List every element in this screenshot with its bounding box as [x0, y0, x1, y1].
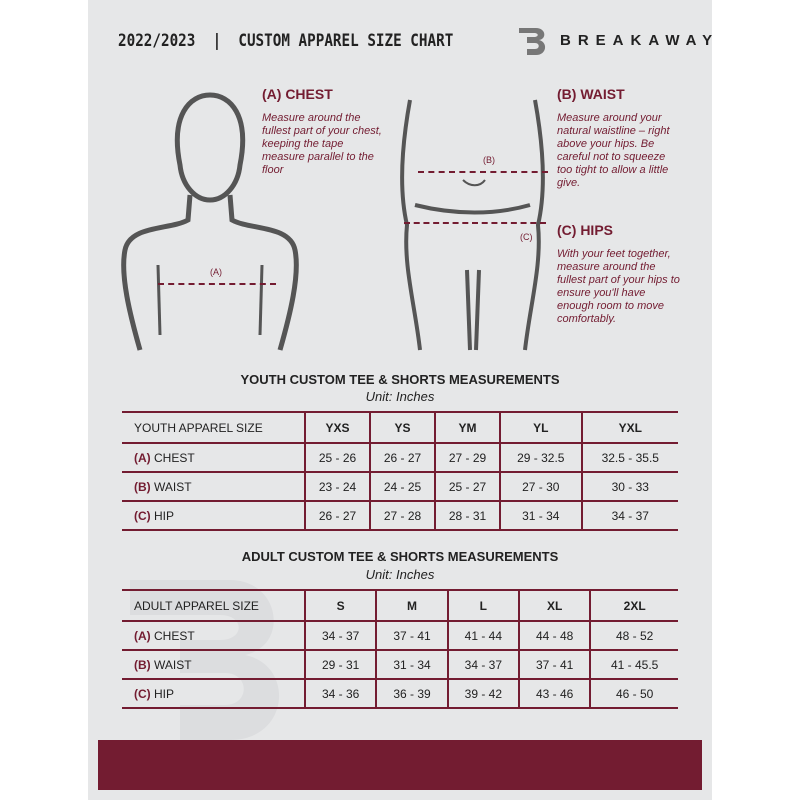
measure-letter: (B) — [134, 479, 151, 494]
measure-label: WAIST — [154, 479, 192, 494]
table-header-row — [122, 590, 678, 621]
hips-marker: (C) — [520, 232, 533, 242]
measure-letter: (A) — [134, 628, 151, 643]
measure-value: 32.5 - 35.5 — [582, 443, 678, 472]
measure-name — [122, 443, 305, 472]
size-header: YS — [370, 412, 435, 443]
measure-value: 27 - 29 — [435, 443, 500, 472]
table-header-row — [122, 412, 678, 443]
measure-value: 34 - 37 — [582, 501, 678, 530]
measure-value: 29 - 32.5 — [500, 443, 582, 472]
table-row — [122, 679, 678, 708]
measure-value: 31 - 34 — [500, 501, 582, 530]
measure-value: 37 - 41 — [519, 650, 590, 679]
measure-value: 24 - 25 — [370, 472, 435, 501]
measure-value: 25 - 27 — [435, 472, 500, 501]
size-header: YL — [500, 412, 582, 443]
measure-value: 44 - 48 — [519, 621, 590, 650]
measure-name — [122, 679, 305, 708]
size-header: 2XL — [590, 590, 678, 621]
table-row — [122, 650, 678, 679]
measure-letter: (C) — [134, 686, 151, 701]
waist-marker: (B) — [483, 155, 495, 165]
lower-body-figure — [395, 95, 555, 355]
hips-title: (C) HIPS — [557, 222, 613, 238]
footer-bar — [98, 740, 702, 790]
adult-table-title: ADULT CUSTOM TEE & SHORTS MEASUREMENTS — [241, 549, 559, 564]
measure-value: 25 - 26 — [305, 443, 370, 472]
measure-letter: (C) — [134, 508, 151, 523]
measure-label: HIP — [154, 686, 175, 701]
measure-value: 27 - 30 — [500, 472, 582, 501]
measure-value: 26 - 27 — [305, 501, 370, 530]
measure-letter: (B) — [134, 657, 151, 672]
size-header: YXL — [582, 412, 678, 443]
table-row — [122, 443, 678, 472]
size-header: YM — [435, 412, 500, 443]
measure-value: 48 - 52 — [590, 621, 678, 650]
measure-label: CHEST — [154, 628, 195, 643]
chest-measure-line — [158, 283, 276, 285]
measure-value: 28 - 31 — [435, 501, 500, 530]
youth-table-title: YOUTH CUSTOM TEE & SHORTS MEASUREMENTS — [240, 372, 560, 387]
measure-value: 31 - 34 — [376, 650, 447, 679]
measure-value: 34 - 37 — [448, 650, 519, 679]
size-label: YOUTH APPAREL SIZE — [122, 412, 305, 443]
page-title: 2022/2023 | CUSTOM APPAREL SIZE CHART — [118, 31, 454, 51]
size-header: M — [376, 590, 447, 621]
measure-value: 41 - 45.5 — [590, 650, 678, 679]
measure-value: 26 - 27 — [370, 443, 435, 472]
chest-marker: (A) — [210, 267, 222, 277]
measure-name — [122, 650, 305, 679]
table-row — [122, 501, 678, 530]
size-header: S — [305, 590, 376, 621]
measure-value: 34 - 37 — [305, 621, 376, 650]
waist-description: Measure around your natural waistline – right above your hips. Be careful not to squeeze too tight to allow a little give. — [557, 112, 670, 189]
measure-value: 36 - 39 — [376, 679, 447, 708]
waist-measure-line — [418, 171, 548, 173]
measure-name — [122, 472, 305, 501]
measure-value: 39 - 42 — [448, 679, 519, 708]
measure-value: 37 - 41 — [376, 621, 447, 650]
measure-value: 27 - 28 — [370, 501, 435, 530]
youth-size-table — [122, 411, 678, 531]
adult-size-table — [122, 589, 678, 709]
brand-name: BREAKAWAY — [560, 32, 720, 49]
measure-value: 23 - 24 — [305, 472, 370, 501]
measure-letter: (A) — [134, 450, 151, 465]
table-row — [122, 472, 678, 501]
size-header: XL — [519, 590, 590, 621]
measure-value: 34 - 36 — [305, 679, 376, 708]
hips-measure-line — [404, 222, 546, 224]
measure-label: WAIST — [154, 657, 192, 672]
chest-description: Measure around the fullest part of your chest, keeping the tape measure parallel to the floor — [262, 112, 382, 176]
hips-description: With your feet together, measure around the fullest part of your hips to ensure you'll have enough room to move comfortably. — [557, 248, 680, 325]
table-row — [122, 621, 678, 650]
adult-unit: Unit: Inches — [365, 567, 435, 582]
measure-label: HIP — [154, 508, 175, 523]
measure-value: 29 - 31 — [305, 650, 376, 679]
chest-title: (A) CHEST — [262, 86, 333, 102]
youth-unit: Unit: Inches — [365, 389, 435, 404]
measure-name — [122, 501, 305, 530]
size-header: YXS — [305, 412, 370, 443]
breakaway-logo-icon — [516, 24, 550, 58]
size-header: L — [448, 590, 519, 621]
measure-value: 41 - 44 — [448, 621, 519, 650]
measure-label: CHEST — [154, 450, 195, 465]
measure-value: 30 - 33 — [582, 472, 678, 501]
measure-name — [122, 621, 305, 650]
measure-value: 46 - 50 — [590, 679, 678, 708]
measure-value: 43 - 46 — [519, 679, 590, 708]
waist-title: (B) WAIST — [557, 86, 625, 102]
size-label: ADULT APPAREL SIZE — [122, 590, 305, 621]
